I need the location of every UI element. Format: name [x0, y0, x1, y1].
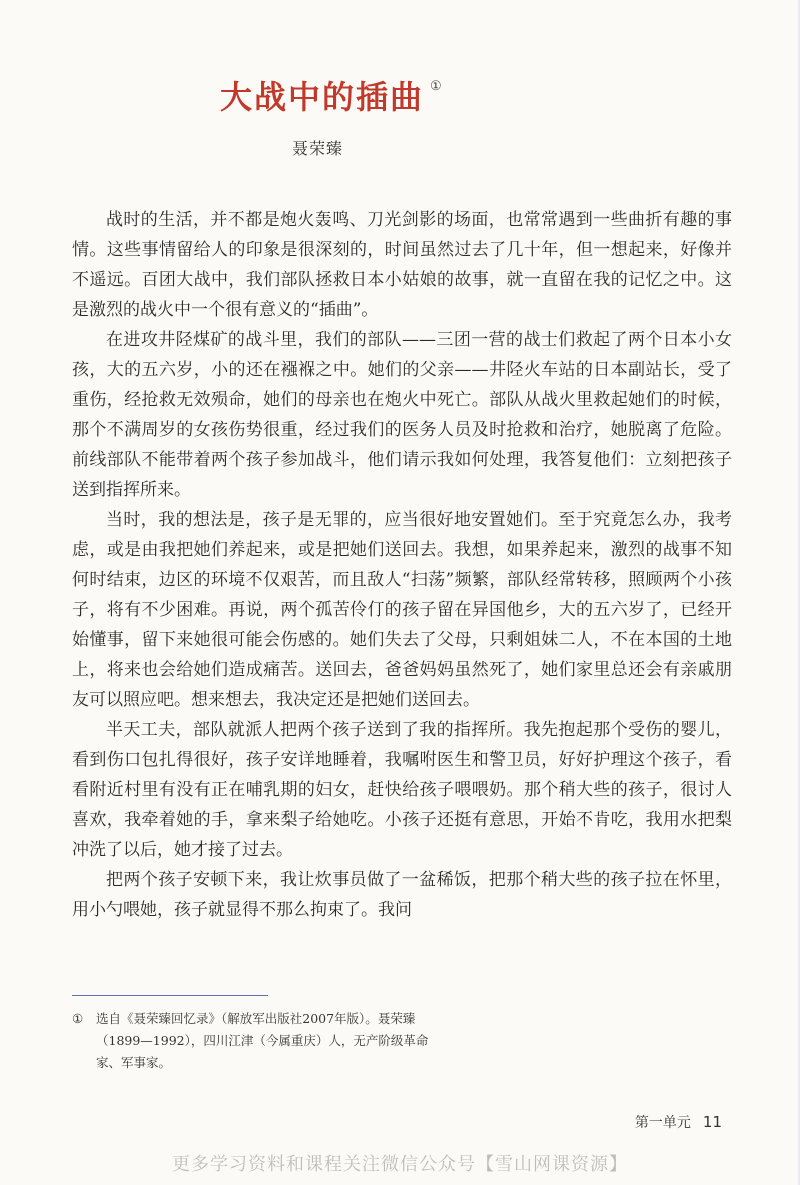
article-title [220, 72, 444, 118]
article-author: 聂荣臻 [292, 139, 344, 158]
footnote [72, 1008, 432, 1074]
paragraph-1: 战时的生活，并不都是炮火轰鸣、刀光剑影的场面，也常常遇到一些曲折有趣的事情。这些事情留给人的印象是很深刻的，时间虽然过去了几十年，但一想起来，好像并不遥远。百团大战中，我们部队拯救日本小姑娘的故事，就一直留在我的记忆之中。这是激烈的战火中一个很有意义的“插曲”。 [72, 210, 732, 320]
scan-edge [796, 0, 800, 1185]
paragraph-3: 当时，我的想法是，孩子是无罪的，应当很好地安置她们。至于究竟怎么办，我考虑，或是由我把她们养起来，或是把她们送回去。我想，如果养起来，激烈的战事不知何时结束，边区的环境不仅艰苦，而且敌人“扫荡”频繁，部队经常转移，照顾两个小孩子，将有不少困难。再说，两个孤苦伶仃的孩子留在异国他乡，大的五六岁了，已经开始懂事，留下来她很可能会伤感的。她们失去了父母，只剩姐妹二人，不在本国的土地上，将来也会给她们造成痛苦。送回去，爸爸妈妈虽然死了，她们家里总还会有亲戚朋友可以照应吧。想来想去，我决定还是把她们送回去。 [72, 510, 732, 710]
paragraph-5: 把两个孩子安顿下来，我让炊事员做了一盆稀饭，把那个稍大些的孩子拉在怀里，用小勺喂她，孩子就显得不那么拘束了。我问 [72, 870, 732, 920]
paragraph-2: 在进攻井陉煤矿的战斗里，我们的部队——三团一营的战士们救起了两个日本小女孩，大的五六岁，小的还在襁褓之中。她们的父亲——井陉火车站的日本副站长，受了重伤，经抢救无效殒命，她们的母亲也在炮火中死亡。部队从战火里救起她们的时候，那个不满周岁的女孩伤势很重，经过我们的医务人员及时抢救和治疗，她脱离了危险。前线部队不能带着两个孩子参加战斗，他们请示我如何处理，我答复他们：立刻把孩子送到指挥所来。 [72, 330, 732, 500]
title-footnote-marker[interactable]: ① [430, 79, 444, 94]
unit-label: 第一单元 [634, 1115, 691, 1131]
footnote-text: 选自《聂荣臻回忆录》（解放军出版社2007年版）。聂荣臻（1899—1992），四川江津（今属重庆）人，无产阶级革命家、军事家。 [96, 1011, 429, 1070]
article-title-text: 大战中的插曲 [220, 78, 425, 116]
paragraph-4: 半天工夫，部队就派人把两个孩子送到了我的指挥所。我先抱起那个受伤的婴儿，看到伤口包扎得很好，孩子安详地睡着，我嘱咐医生和警卫员，好好护理这个孩子，看看附近村里有没有正在哺乳期的妇女，赶快给孩子喂喂奶。那个稍大些的孩子，很讨人喜欢，我牵着她的手，拿来梨子给她吃。小孩子还挺有意思，开始不肯吃，我用水把梨冲洗了以后，她才接了过去。 [72, 720, 732, 860]
footnote-marker: ① [72, 1011, 84, 1026]
article-body [72, 205, 732, 925]
page-footer [635, 1112, 722, 1132]
footnote-divider [72, 995, 268, 996]
watermark-text: 更多学习资料和课程关注微信公众号【雪山网课资源】 [172, 1154, 628, 1175]
page-number: 11 [702, 1113, 722, 1131]
